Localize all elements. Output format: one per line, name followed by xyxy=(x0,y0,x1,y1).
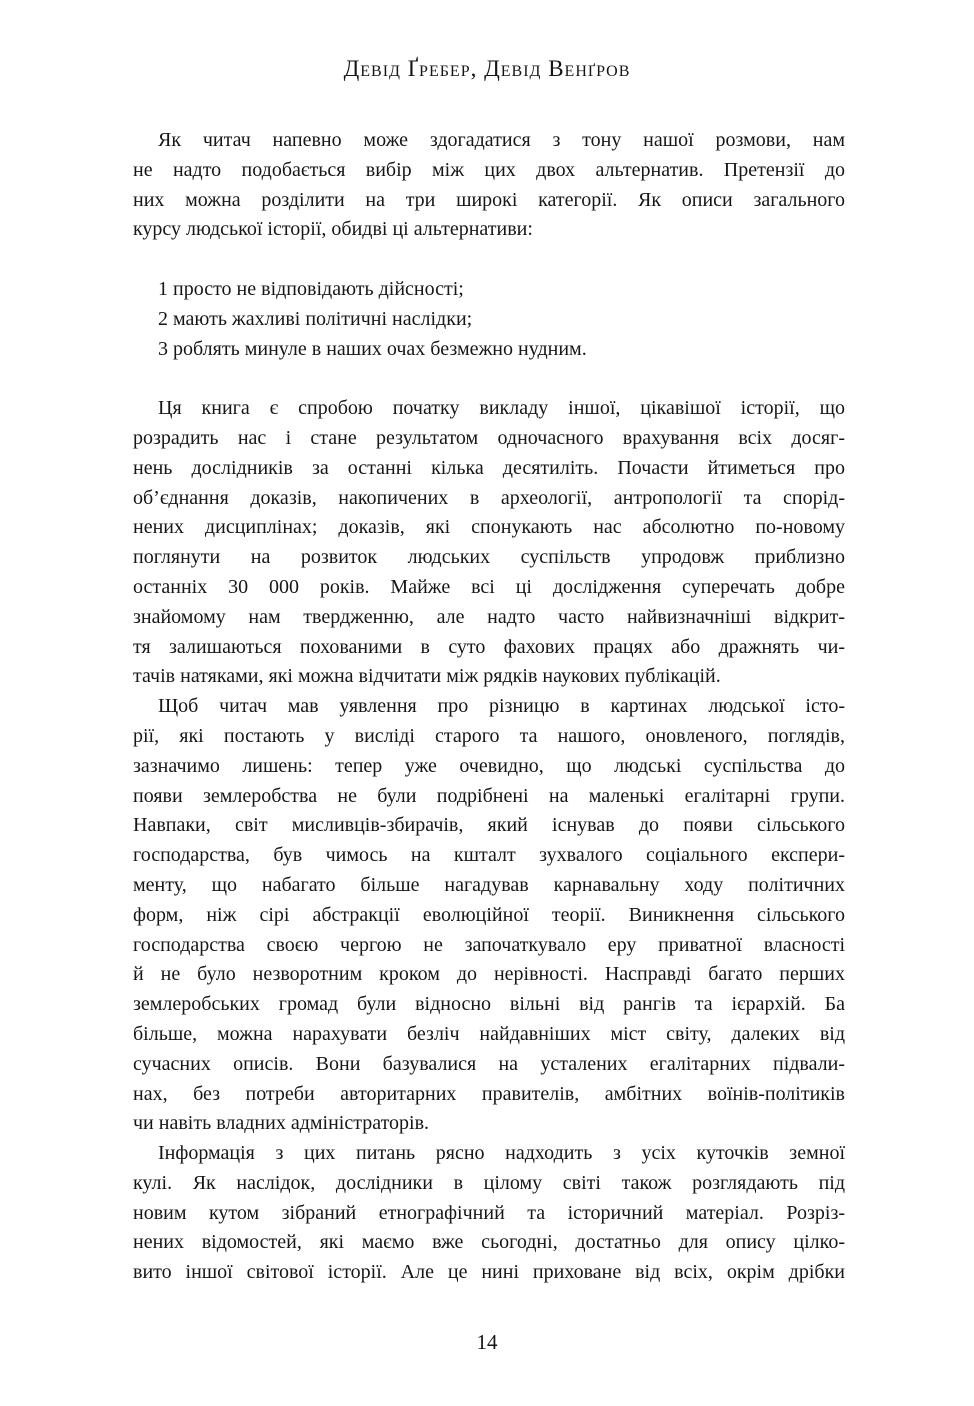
text-line: нах, без потреби авторитарних правителів, амбітних воїнів-політиків xyxy=(133,1082,845,1105)
text-line: сучасних описів. Вони базувалися на усталених егалітарних підвали- xyxy=(133,1052,845,1075)
text-line: Як читач напевно може здогадатися з тону нашої розмови, нам xyxy=(158,129,845,151)
text-line: чи навіть владних адміністраторів. xyxy=(133,1112,430,1135)
text-line: нених дисциплінах; доказів, які спонукають нас абсолютно по-новому xyxy=(133,516,845,539)
text-line: останніх 30 000 років. Майже всі ці дослідження суперечать добре xyxy=(133,575,845,598)
page-body xyxy=(133,126,845,1288)
text-line: Щоб читач мав уявлення про різницю в картинах людської істо- xyxy=(158,695,845,718)
text-line: зазначимо лишень: тепер уже очевидно, що людські суспільства до xyxy=(133,754,845,777)
text-line: більше, можна нарахувати безліч найдавніших міст світу, далеких від xyxy=(133,1022,845,1045)
text-line: об’єднання доказів, накопичених в археології, антропології та спорід- xyxy=(133,486,845,509)
text-line: 2 мають жахливі політичні наслідки; xyxy=(158,307,473,330)
text-line: й не було незворотним кроком до нерівності. Насправді багато перших xyxy=(133,963,845,986)
text-line: форм, ніж сірі абстракції еволюційної теорії. Виникнення сільського xyxy=(133,903,845,926)
text-line: кулі. Як наслідок, дослідники в цілому світі також розглядають під xyxy=(133,1171,845,1194)
text-line: вито іншої світової історії. Але це нині приховане від всіх, окрім дрібки xyxy=(133,1261,845,1284)
paragraph-information xyxy=(133,1139,845,1288)
text-line: рії, які постають у висліді старого та нашого, оновленого, поглядів, xyxy=(133,724,845,747)
text-line: знайомому нам твердженню, але надто часто найвизначніші відкрит- xyxy=(133,605,845,628)
paragraph-new-picture xyxy=(133,692,845,1139)
text-line: не надто подобається вибір між цих двох альтернатив. Претензії до xyxy=(133,158,845,181)
text-line: появи землеробства не були подрібнені на маленькі егалітарні групи. xyxy=(133,784,845,807)
numbered-list xyxy=(133,275,845,364)
text-line: менту, що набагато більше нагадував карнавальну ходу політичних xyxy=(133,873,845,896)
text-line: господарства, був чимось на кшталт зухвалого соціального експери- xyxy=(133,844,845,867)
text-line: Ця книга є спробою початку викладу іншої, цікавішої історії, що xyxy=(158,397,845,420)
page-number: 14 xyxy=(476,1330,498,1354)
text-line: землеробських громад були відносно вільні від рангів та ієрархій. Ба xyxy=(133,993,845,1016)
paragraph-book-aim xyxy=(133,394,845,692)
text-line: розрадить нас і стане результатом одночасного врахування всіх досяг- xyxy=(133,426,845,449)
text-line: господарства своєю чергою не започаткувало еру приватної власності xyxy=(133,933,845,956)
text-line: нених відомостей, які маємо вже сьогодні, достатньо для опису цілко- xyxy=(133,1231,845,1254)
running-header: Девід Ґребер, Девід Венґров xyxy=(343,56,631,81)
text-line: тя залишаються похованими в суто фахових працях або дражнять чи- xyxy=(133,635,845,658)
text-line: них можна розділити на три широкі категорії. Як описи загального xyxy=(133,188,845,211)
text-line: новим кутом зібраний етнографічний та історичний матеріал. Розріз- xyxy=(133,1201,845,1224)
text-line: Навпаки, світ мисливців-збирачів, який існував до появи сільського xyxy=(133,814,845,837)
text-line: 1 просто не відповідають дійсності; xyxy=(158,277,464,300)
text-line: поглянути на розвиток людських суспільств упродовж приблизно xyxy=(133,546,845,569)
text-line: нень дослідників за останні кілька десятиліть. Почасти йтиметься про xyxy=(133,456,845,479)
text-line: курсу людської історії, обидві ці альтернативи: xyxy=(133,218,533,241)
text-line: тачів натяками, які можна відчитати між рядків наукових публікацій. xyxy=(133,665,721,688)
paragraph-intro xyxy=(133,126,845,245)
text-line: 3 роблять минуле в наших очах безмежно нудним. xyxy=(158,337,587,360)
text-line: Інформація з цих питань рясно надходить з усіх куточків земної xyxy=(158,1142,845,1165)
